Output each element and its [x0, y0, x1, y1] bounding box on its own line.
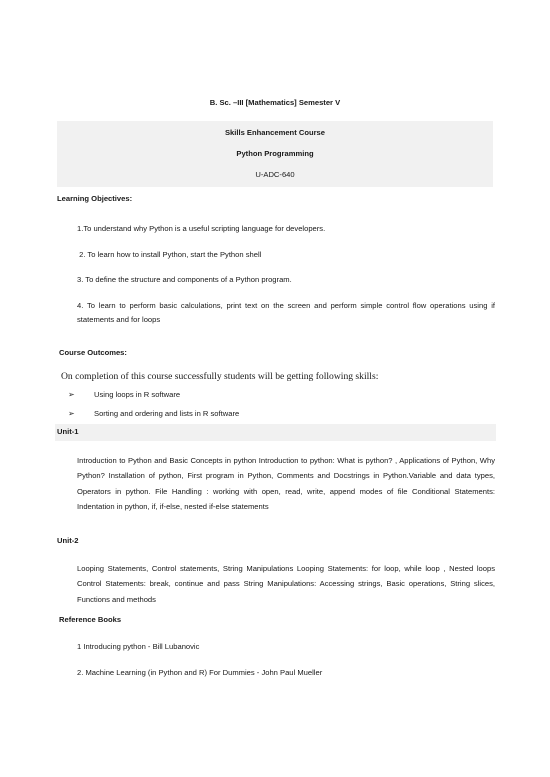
unit2-body: Looping Statements, Control statements, String Manipulations Looping Statements: for loop, while loop , Nested loops Control Statements: break, continue and pass String Manipulations: Accessing strings, Basic operations, String slices, Functions and methods	[77, 564, 495, 604]
course-header-line1: B. Sc. –III [Mathematics] Semester V	[209, 98, 341, 107]
objective-item-1: 1.To understand why Python is a useful scripting language for developers.	[77, 224, 326, 233]
reference-book-1: 1 Introducing python - Bill Lubanovic	[77, 642, 200, 651]
course-header-line2: Skills Enhancement Course	[224, 128, 326, 137]
unit1-heading-band	[55, 424, 496, 441]
objective-item-2: 2. To learn how to install Python, start the Python shell	[77, 250, 262, 259]
unit1-heading: Unit-1	[57, 427, 79, 436]
reference-book-2: 2. Machine Learning (in Python and R) For Dummies - John Paul Mueller	[77, 668, 323, 677]
outcome-item-2: Sorting and ordering and lists in R software	[94, 409, 240, 418]
outcome-item-1: Using loops in R software	[94, 390, 181, 399]
unit2-heading: Unit-2	[57, 536, 79, 545]
course-outcomes-heading: Course Outcomes:	[59, 348, 127, 357]
arrow-bullet-icon: ➢	[68, 390, 75, 399]
objective-item-3: 3. To define the structure and components of a Python program.	[77, 275, 292, 284]
reference-books-heading: Reference Books	[59, 615, 122, 624]
course-header-line3: Python Programming	[236, 149, 314, 158]
unit1-body: Introduction to Python and Basic Concepts in python Introduction to python: What is python? , Applications of Python, Why Python? Installation of python, First program in Python, Comments and Docstrings in Python.Variable and data types, Operators in python. File Handling : working with open, read, write, append modes of file Conditional Statements: Indentation in python, if, if-else, nested if-else statements	[77, 456, 495, 512]
learning-objectives-heading: Learning Objectives:	[57, 194, 133, 203]
course-outcomes-intro: On completion of this course successfully students will be getting following skills:	[61, 371, 379, 382]
course-code: U-ADC-640	[255, 170, 295, 179]
arrow-bullet-icon: ➢	[68, 409, 75, 418]
objective-item-4: 4. To learn to perform basic calculations, print text on the screen and perform simple control flow operations using if statements and for loops	[77, 301, 495, 324]
